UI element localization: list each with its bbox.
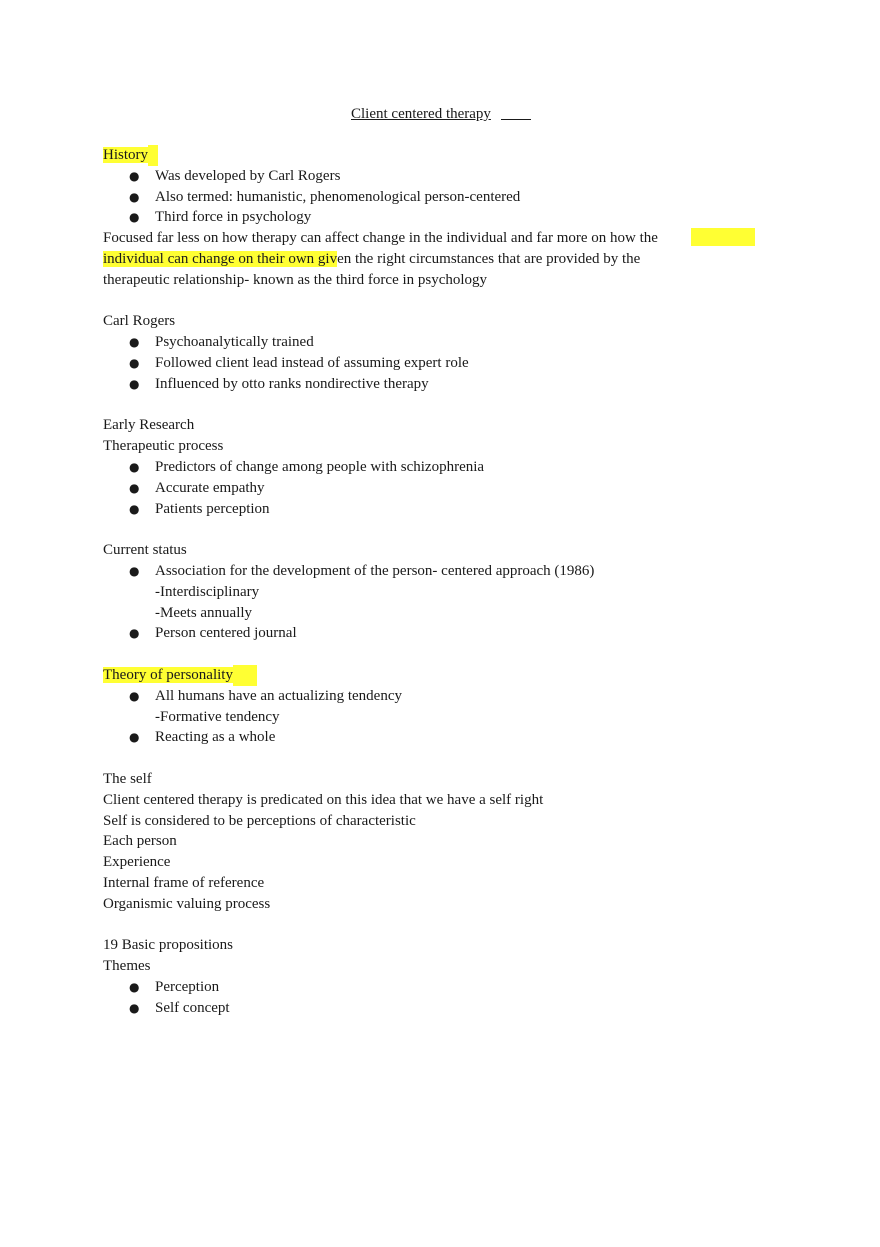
text-line: Client centered therapy is predicated on this idea that we have a self right xyxy=(103,791,544,808)
text-line: Organismic valuing process xyxy=(103,895,271,912)
current-status-list-2 xyxy=(103,623,763,644)
theory-list-2 xyxy=(103,727,763,748)
list-item: ● All humans have an actualizing tendency xyxy=(103,686,763,707)
themes-list xyxy=(103,977,763,1019)
highlight-pad xyxy=(233,665,257,686)
heading-carl-rogers: Carl Rogers xyxy=(103,313,176,330)
title-underline-extension xyxy=(501,119,531,120)
early-research-list xyxy=(103,457,763,519)
sub-item: -Meets annually xyxy=(155,604,253,621)
subheading-therapeutic-process: Therapeutic process xyxy=(103,438,224,455)
list-item: ● Predictors of change among people with schizophrenia xyxy=(103,457,763,478)
sub-item: -Formative tendency xyxy=(155,708,280,725)
sub-item: -Interdisciplinary xyxy=(155,583,260,600)
heading-the-self: The self xyxy=(103,770,152,787)
heading-early-research: Early Research xyxy=(103,417,195,434)
list-item: ● Association for the development of the person- centered approach (1986) xyxy=(103,561,763,582)
subheading-themes: Themes xyxy=(103,958,151,975)
list-item: ● Third force in psychology xyxy=(103,207,763,228)
text-line: Experience xyxy=(103,854,171,871)
history-paragraph-line3: therapeutic relationship- known as the third force in psychology xyxy=(103,271,488,288)
list-item: ● Followed client lead instead of assuming expert role xyxy=(103,353,763,374)
heading-current-status: Current status xyxy=(103,542,187,559)
theory-list xyxy=(103,686,763,707)
list-item: ● Self concept xyxy=(103,998,763,1019)
list-item: ● Psychoanalytically trained xyxy=(103,332,763,353)
history-highlighted-text: individual can change on their own giv xyxy=(103,250,338,267)
list-item: ● Accurate empathy xyxy=(103,478,763,499)
heading-history: History xyxy=(103,147,148,163)
list-item: ● Perception xyxy=(103,977,763,998)
text-line: Each person xyxy=(103,833,177,850)
heading-basic-propositions: 19 Basic propositions xyxy=(103,937,233,954)
list-item: ● Influenced by otto ranks nondirective therapy xyxy=(103,374,763,395)
text-line: Self is considered to be perceptions of characteristic xyxy=(103,812,416,829)
highlight-pad xyxy=(148,145,158,166)
list-item: ● Patients perception xyxy=(103,499,763,520)
heading-theory-of-personality: Theory of personality xyxy=(103,666,233,683)
list-item: ● Also termed: humanistic, phenomenological person-centered xyxy=(103,187,763,208)
history-paragraph-line1: Focused far less on how therapy can affect change in the individual and far more on how the xyxy=(103,230,658,247)
list-item: ● Reacting as a whole xyxy=(103,727,763,748)
current-status-list xyxy=(103,561,763,582)
history-list xyxy=(103,166,763,228)
carl-rogers-list xyxy=(103,332,763,394)
document-body xyxy=(103,145,763,1018)
history-paragraph-line2: en the right circumstances that are provided by the xyxy=(337,250,641,267)
list-item: ● Was developed by Carl Rogers xyxy=(103,166,763,187)
document-title: Client centered therapy xyxy=(351,106,491,122)
list-item: ● Person centered journal xyxy=(103,623,763,644)
text-line: Internal frame of reference xyxy=(103,874,265,891)
